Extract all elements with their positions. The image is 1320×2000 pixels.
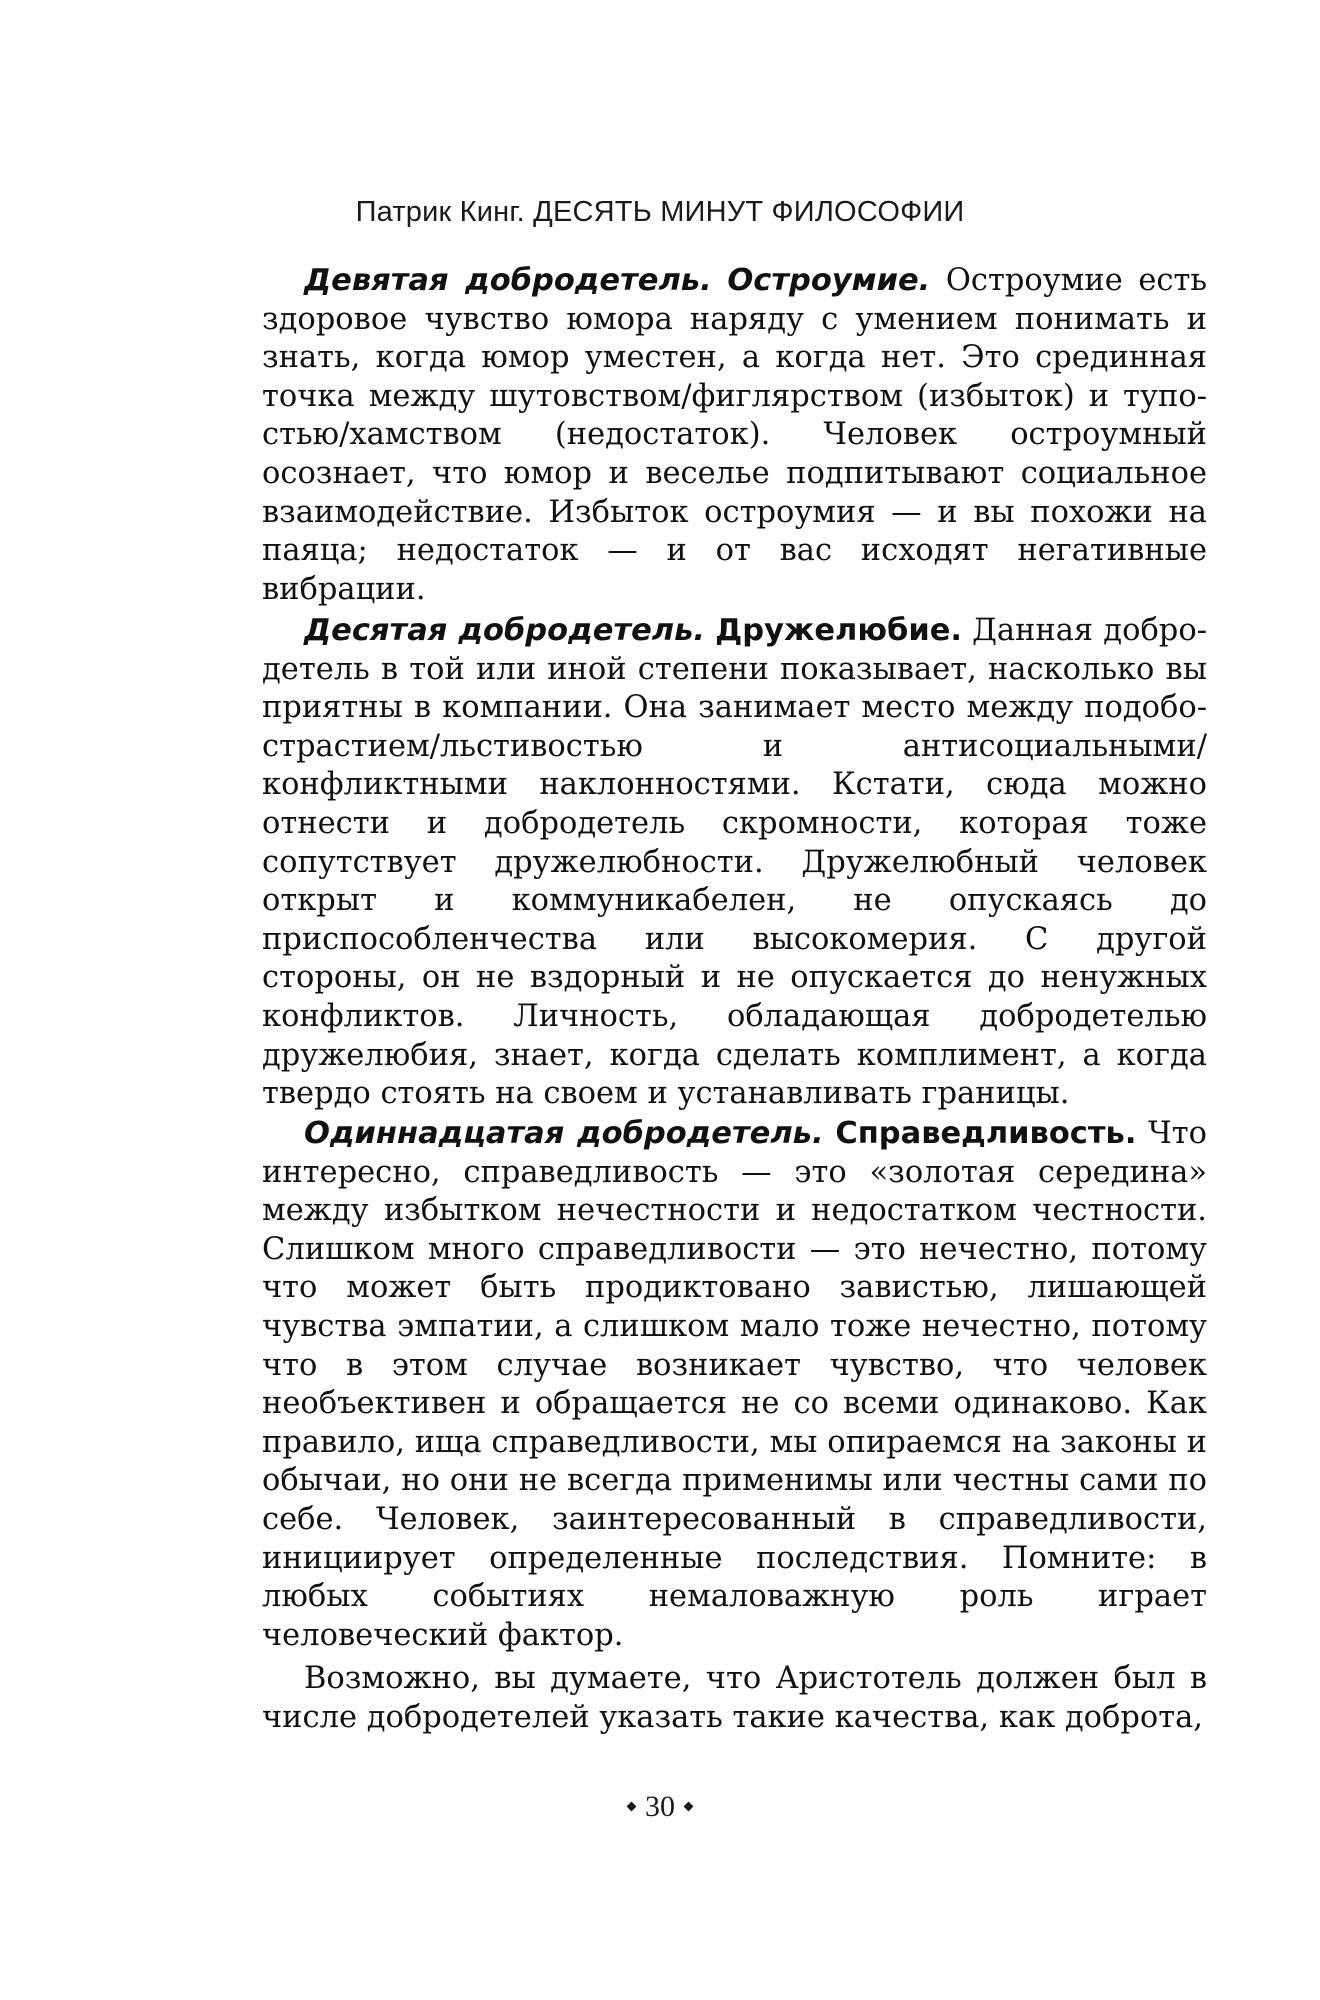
- paragraph-closing: [262, 1660, 1207, 1737]
- virtue-quality: Справедливость.: [835, 1116, 1137, 1151]
- paragraph-body: Возможно, вы думаете, что Аристотель должен был в числе добродетелей указать такие качества, как доброта,: [262, 1661, 1207, 1735]
- diamond-ornament-left-icon: [627, 1801, 637, 1811]
- virtue-heading: Десятая добродетель.: [304, 613, 705, 648]
- virtue-quality: Дружелюбие.: [715, 613, 962, 648]
- paragraph-tenth-virtue: [262, 612, 1207, 1114]
- diamond-ornament-right-icon: [684, 1801, 694, 1811]
- paragraph-ninth-virtue: [262, 262, 1207, 609]
- virtue-heading: Одиннадцатая добродетель.: [304, 1116, 824, 1151]
- virtue-quality: Остроумие.: [727, 263, 931, 298]
- paragraph-body: Данная добродетель в той или иной степени показывает, насколько вы приятны в компании. Она занимает место между подобострастием/льстивостью и антисоциальными/конфликтными наклонностями. Кстати, сюда можно отнести и добродетель скромности, которая тоже сопутствует дружелюбности. Дружелюбный человек открыт и коммуникабелен, не опускаясь до приспособленчества или высокомерия. С другой стороны, он не вздорный и не опускается до ненужных конфликтов. Личность, обладающая добродетелью дружелюбия, знает, когда сделать комплимент, а когда твердо стоять на своем и устанавливать границы.: [262, 613, 1208, 1112]
- page-number-value: 30: [645, 1790, 675, 1823]
- page-number: [0, 1790, 1320, 1824]
- paragraph-body: Что интересно, справедливость — это «золотая середина» между избытком нечестности и недостатком честности. Слишком много справедливости — это нечестно, потому что может быть продиктовано завистью, лишающей чувства эмпатии, а слишком мало тоже нечестно, потому что в этом случае возникает чувство, что человек необъективен и обращается не со всеми одинаково. Как правило, ища справедливости, мы опираемся на законы и обычаи, но они не всегда применимы или честны сами по себе. Человек, заинтересованный в справедливости, инициирует определенные последствия. Помните: в любых событиях немаловажную роль играет человеческий фактор.: [262, 1116, 1207, 1653]
- running-header: Патрик Кинг. ДЕСЯТЬ МИНУТ ФИЛОСОФИИ: [355, 196, 965, 228]
- virtue-heading: Девятая добродетель.: [304, 263, 712, 298]
- paragraph-eleventh-virtue: [262, 1115, 1207, 1655]
- paragraph-body: Остроумие есть здоровое чувство юмора наряду с умением понимать и знать, когда юмор уместен, а когда нет. Это срединная точка между шутовством/фиглярством (избыток) и тупостью/хамством (недостаток). Человек остроумный осознает, что юмор и веселье подпитывают социальное взаимодействие. Избыток остроумия — и вы похожи на паяца; недостаток — и от вас исходят негативные вибрации.: [262, 263, 1207, 607]
